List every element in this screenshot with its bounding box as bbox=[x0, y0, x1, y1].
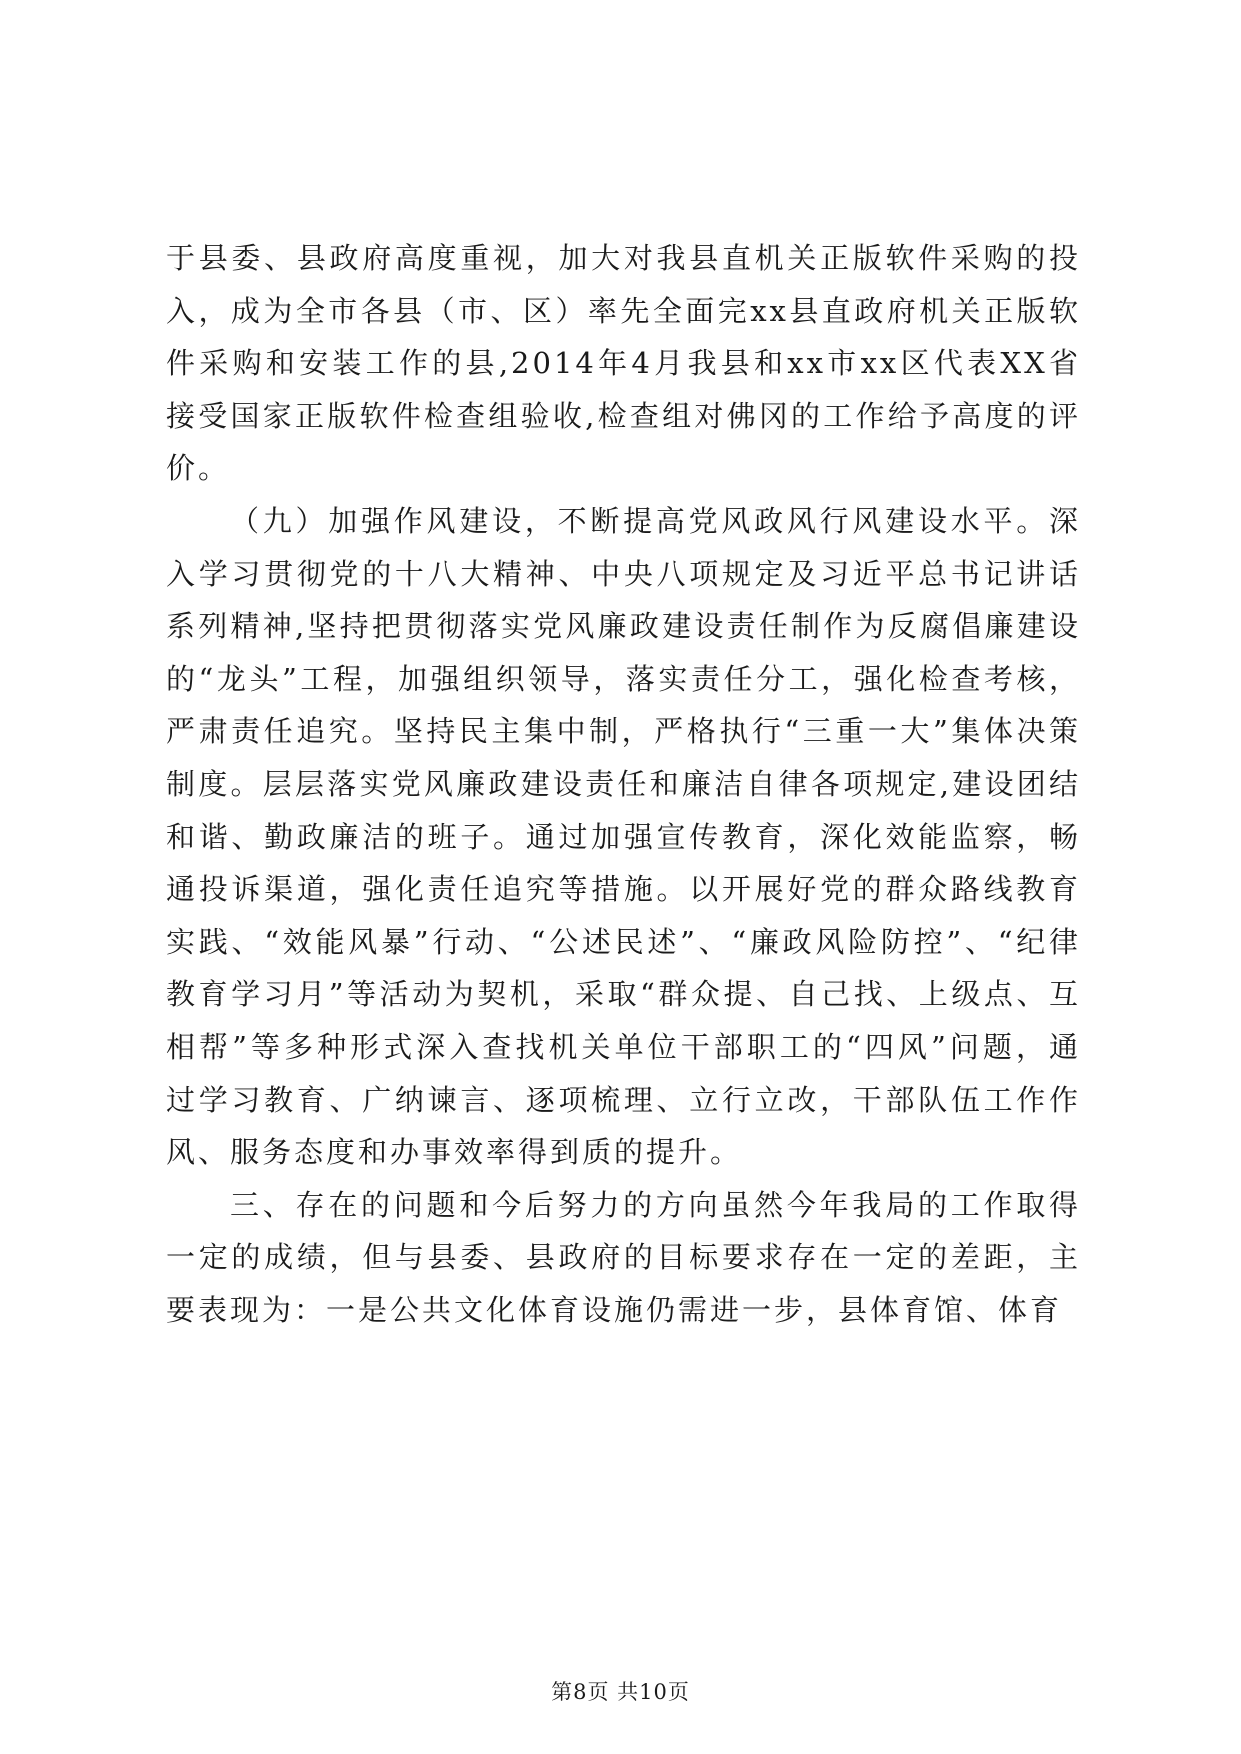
paragraph-style-building: （九）加强作风建设，不断提高党风政风行风建设水平。深入学习贯彻党的十八大精神、中央八项规定及习近平总书记讲话系列精神,坚持把贯彻落实党风廉政建设责任制作为反腐倡廉建设的“龙头”工程，加强组织领导，落实责任分工，强化检查考核，严肃责任追究。坚持民主集中制，严格执行“三重一大”集体决策制度。层层落实党风廉政建设责任和廉洁自律各项规定,建设团结和谐、勤政廉洁的班子。通过加强宣传教育，深化效能监察，畅通投诉渠道，强化责任追究等措施。以开展好党的群众路线教育实践、“效能风暴”行动、“公述民述”、“廉政风险防控”、“纪律教育学习月”等活动为契机，采取“群众提、自己找、上级点、互相帮”等多种形式深入查找机关单位干部职工的“四风”问题，通过学习教育、广纳谏言、逐项梳理、立行立改，干部队伍工作作风、服务态度和办事效率得到质的提升。 bbox=[166, 503, 1081, 1170]
paragraph-continuation: 于县委、县政府高度重视，加大对我县直机关正版软件采购的投入，成为全市各县（市、区）率先全面完xx县直政府机关正版软件采购和安装工作的县,2014年4月我县和xx市xx区代表XX省接受国家正版软件检查组验收,检查组对佛冈的工作给予高度的评价。 bbox=[166, 241, 1081, 486]
body-text bbox=[166, 232, 1081, 1336]
paragraph-problems: 三、存在的问题和今后努力的方向虽然今年我局的工作取得一定的成绩，但与县委、县政府的目标要求存在一定的差距，主要表现为：一是公共文化体育设施仍需进一步，县体育馆、体育 bbox=[166, 1187, 1081, 1327]
page-footer: 第8页 共10页 bbox=[551, 1680, 690, 1704]
